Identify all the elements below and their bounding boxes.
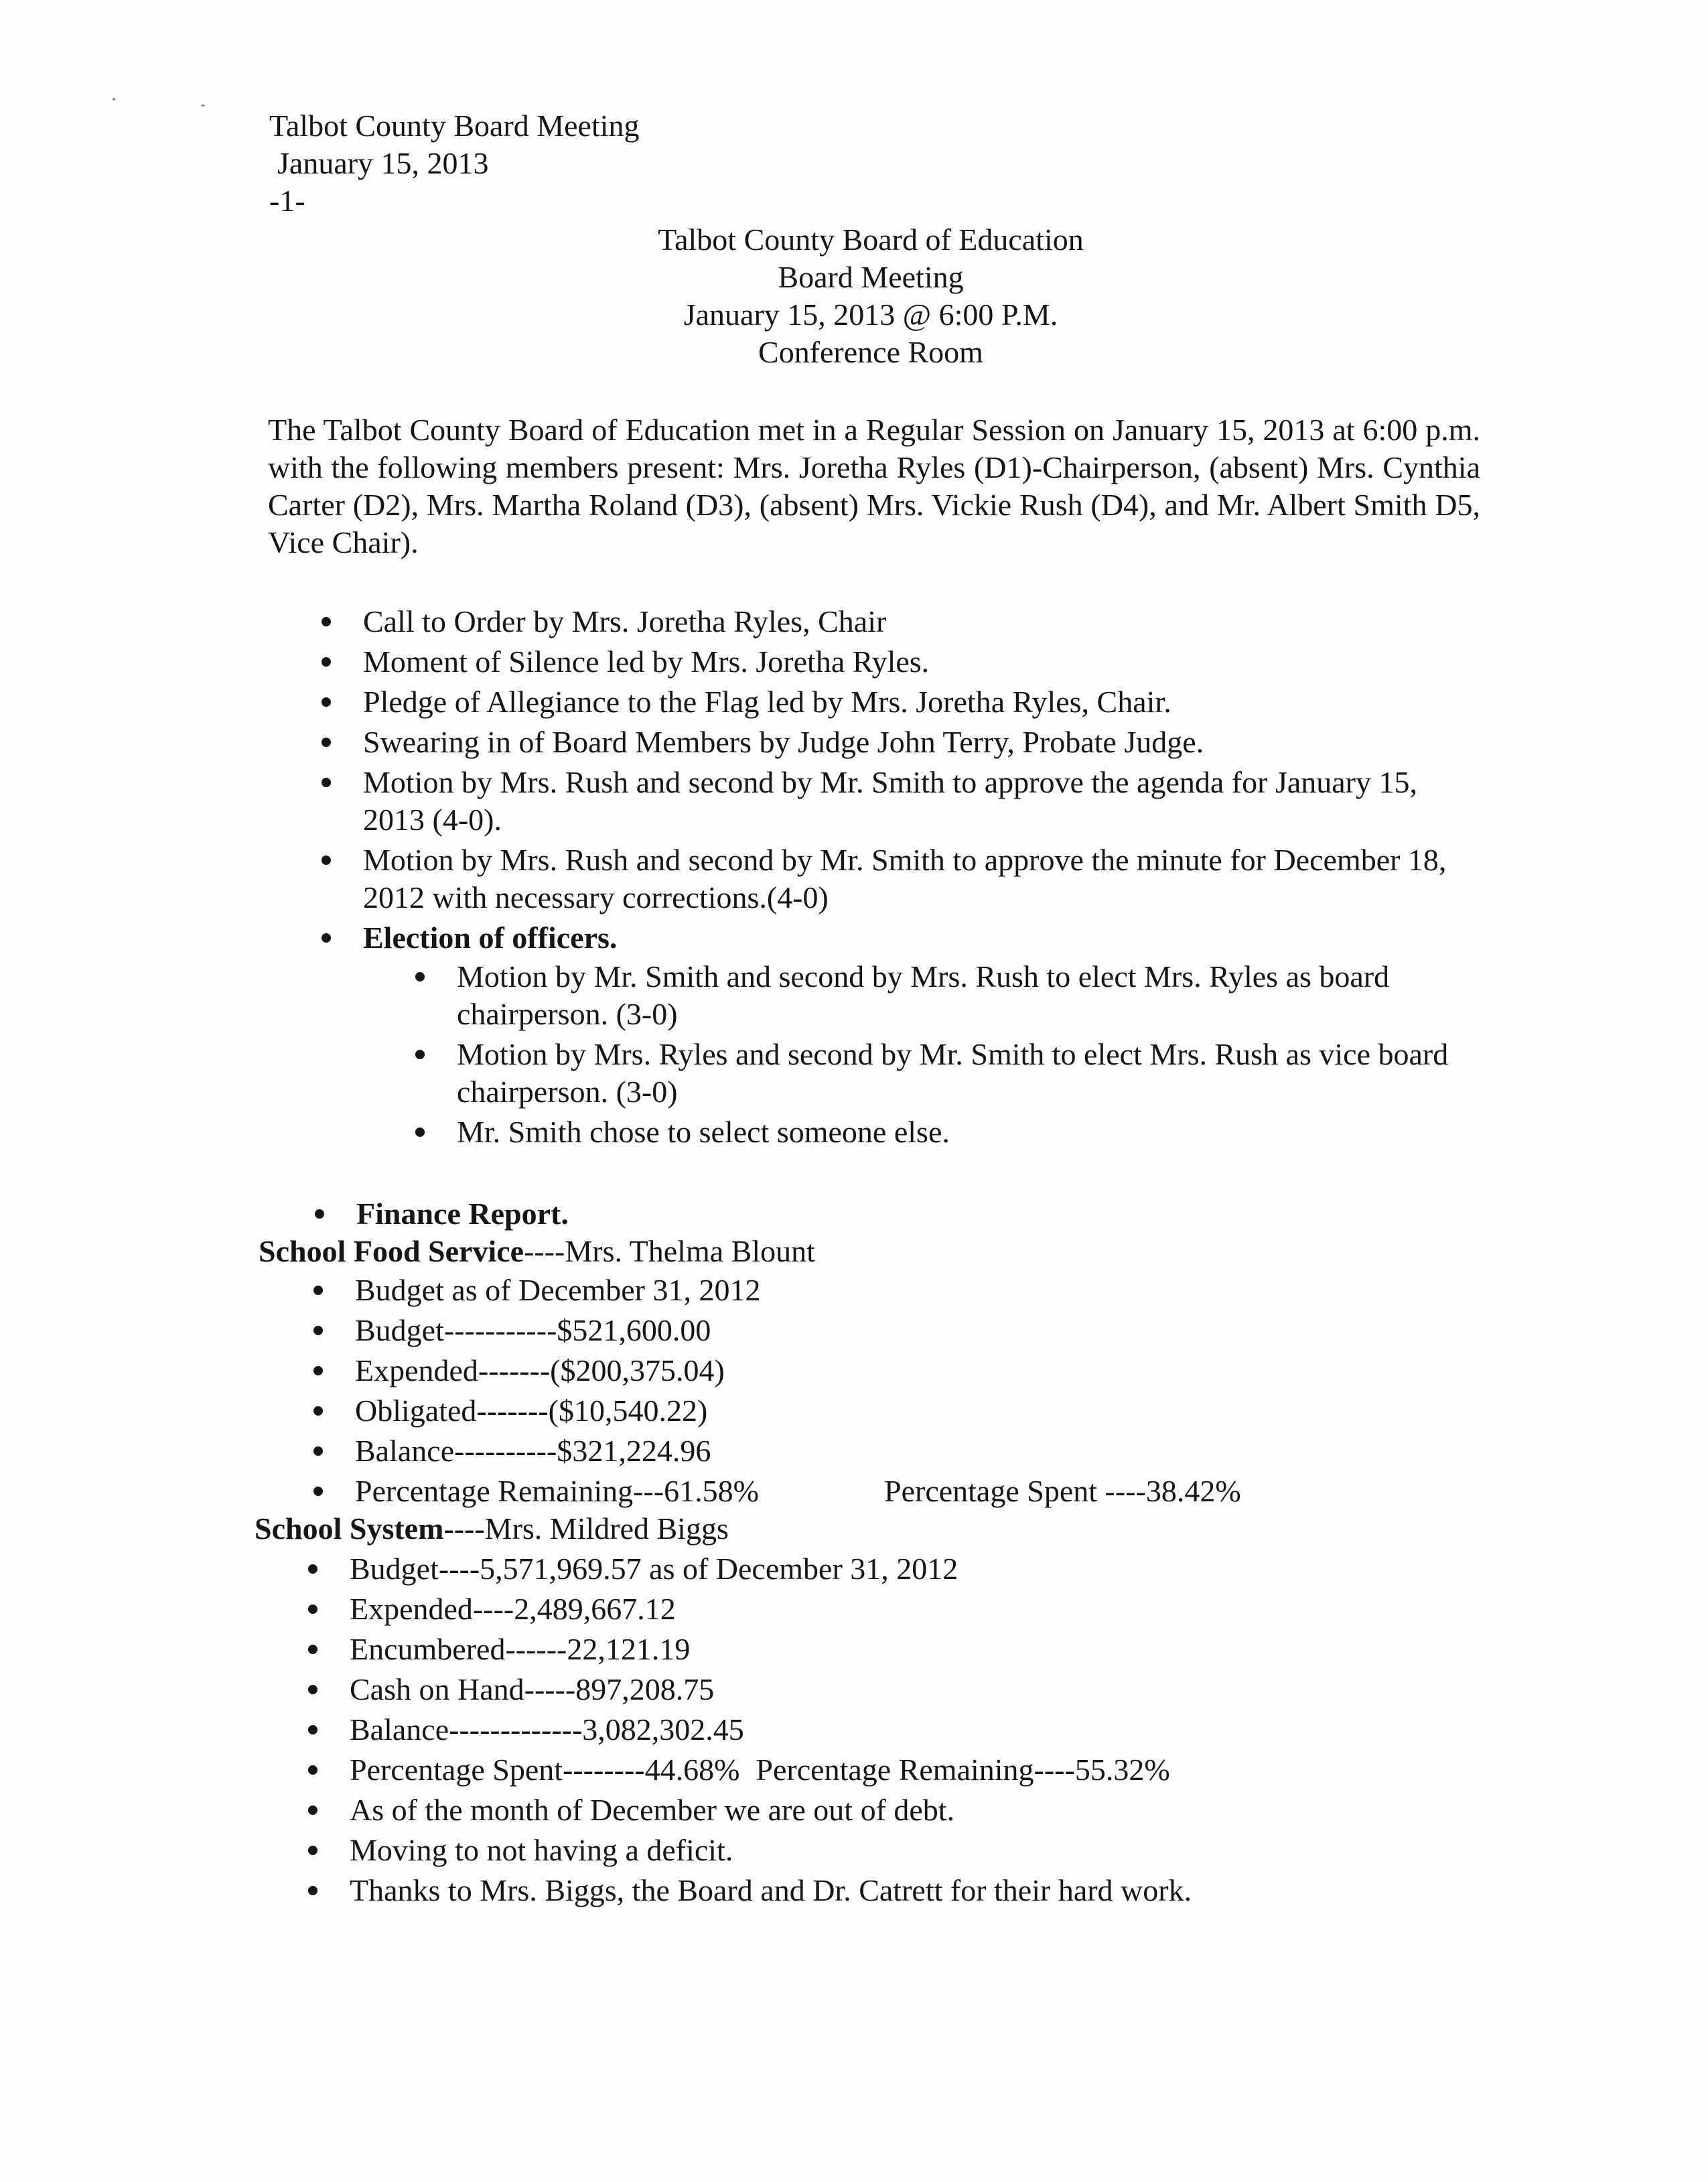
- bullet-icon: [415, 972, 425, 981]
- list-item: Mr. Smith chose to select someone else.: [410, 1113, 1482, 1151]
- bullet-icon: [308, 1805, 317, 1815]
- list-item: Cash on Hand-----897,208.75: [303, 1671, 1508, 1708]
- list-item: Moving to not having a deficit.: [303, 1832, 1508, 1869]
- finance-report-heading: [309, 1195, 569, 1235]
- bullet-icon: [313, 1286, 323, 1295]
- header-date: January 15, 2013: [277, 146, 489, 180]
- bullet-icon: [308, 1605, 317, 1614]
- bullet-icon: [415, 1050, 425, 1059]
- bullet-icon: [313, 1446, 323, 1456]
- running-header: [269, 107, 640, 220]
- list-item: Budget as of December 31, 2012: [308, 1272, 1514, 1309]
- bullet-icon: [322, 738, 331, 747]
- list-item: Motion by Mr. Smith and second by Mrs. Rush to elect Mrs. Ryles as board chairperson. (3-0): [410, 958, 1482, 1033]
- bullet-icon: [322, 697, 331, 707]
- title-organization: Talbot County Board of Education: [658, 222, 1084, 257]
- meeting-title-block: [402, 221, 1340, 371]
- list-item: Swearing in of Board Members by Judge John Terry, Probate Judge.: [316, 724, 1482, 761]
- list-item: Finance Report.: [309, 1195, 569, 1233]
- agenda-list: [316, 603, 1482, 959]
- bullet-icon: [313, 1487, 323, 1496]
- list-item: Obligated-------($10,540.22): [308, 1392, 1514, 1430]
- bullet-icon: [322, 617, 331, 626]
- school-system-heading: School System----Mrs. Mildred Biggs: [255, 1511, 729, 1546]
- bullet-icon: [308, 1846, 317, 1855]
- bullet-icon: [315, 1209, 324, 1219]
- bullet-icon: [308, 1564, 317, 1574]
- title-location: Conference Room: [758, 335, 983, 369]
- bullet-icon: [308, 1685, 317, 1694]
- list-item: Percentage Remaining---61.58% Percentage Spent ----38.42%: [308, 1473, 1514, 1510]
- list-item: Expended-------($200,375.04): [308, 1352, 1514, 1389]
- bullet-icon: [322, 856, 331, 865]
- list-item: Balance----------$321,224.96: [308, 1432, 1514, 1470]
- list-item: Call to Order by Mrs. Joretha Ryles, Chair: [316, 603, 1482, 640]
- percentage-remaining: Percentage Remaining----55.32%: [756, 1753, 1170, 1787]
- list-item: Balance-------------3,082,302.45: [303, 1711, 1508, 1749]
- bullet-icon: [313, 1326, 323, 1335]
- list-item: Thanks to Mrs. Biggs, the Board and Dr. Catrett for their hard work.: [303, 1872, 1508, 1909]
- bullet-icon: [308, 1645, 317, 1654]
- list-item: Motion by Mrs. Ryles and second by Mr. Smith to elect Mrs. Rush as vice board chairperson. (3-0): [410, 1036, 1482, 1111]
- percentage-spent: Percentage Spent ----38.42%: [884, 1474, 1241, 1508]
- bullet-icon: [308, 1886, 317, 1895]
- school-system-list: [303, 1550, 1508, 1912]
- scan-speck: [201, 105, 205, 107]
- bullet-icon: [322, 933, 331, 943]
- list-item: Motion by Mrs. Rush and second by Mr. Smith to approve the agenda for January 15, 2013 (4-0).: [316, 764, 1482, 839]
- list-item: Pledge of Allegiance to the Flag led by Mrs. Joretha Ryles, Chair.: [316, 683, 1482, 721]
- list-item: Budget----5,571,969.57 as of December 31, 2012: [303, 1550, 1508, 1588]
- title-datetime: January 15, 2013 @ 6:00 P.M.: [683, 297, 1058, 332]
- bullet-icon: [322, 657, 331, 667]
- bullet-icon: [308, 1765, 317, 1775]
- list-item: Moment of Silence led by Mrs. Joretha Ryles.: [316, 643, 1482, 681]
- list-item: As of the month of December we are out of debt.: [303, 1791, 1508, 1829]
- page-marker: -1-: [269, 184, 305, 218]
- list-item: Budget-----------$521,600.00: [308, 1312, 1514, 1349]
- title-meeting: Board Meeting: [778, 260, 964, 294]
- intro-paragraph: The Talbot County Board of Education met in a Regular Session on January 15, 2013 at 6:00 p.m. with the following members present: Mrs. Joretha Ryles (D1)-Chairperson, (absent) Mrs. Cynthia Carter (D2), Mrs. Martha Roland (D3), (absent) Mrs. Vickie Rush (D4), and Mr. Albert Smith D5, Vice Chair).: [268, 413, 1480, 559]
- list-item: Percentage Spent--------44.68% Percentage Remaining----55.32%: [303, 1751, 1508, 1789]
- bullet-icon: [313, 1366, 323, 1375]
- list-item: Encumbered------22,121.19: [303, 1631, 1508, 1668]
- header-title: Talbot County Board Meeting: [269, 109, 640, 143]
- food-service-heading: School Food Service----Mrs. Thelma Blount: [259, 1234, 815, 1268]
- bullet-icon: [415, 1128, 425, 1137]
- election-sublist: [410, 958, 1482, 1154]
- food-service-list: [308, 1272, 1514, 1513]
- list-item: Motion by Mrs. Rush and second by Mr. Smith to approve the minute for December 18, 2012 with necessary corrections.(4-0): [316, 841, 1482, 916]
- bullet-icon: [313, 1406, 323, 1416]
- scan-speck: [113, 98, 115, 100]
- bullet-icon: [322, 778, 331, 787]
- bullet-icon: [308, 1725, 317, 1734]
- list-item-election-heading: Election of officers.: [316, 919, 1482, 957]
- list-item: Expended----2,489,667.12: [303, 1590, 1508, 1628]
